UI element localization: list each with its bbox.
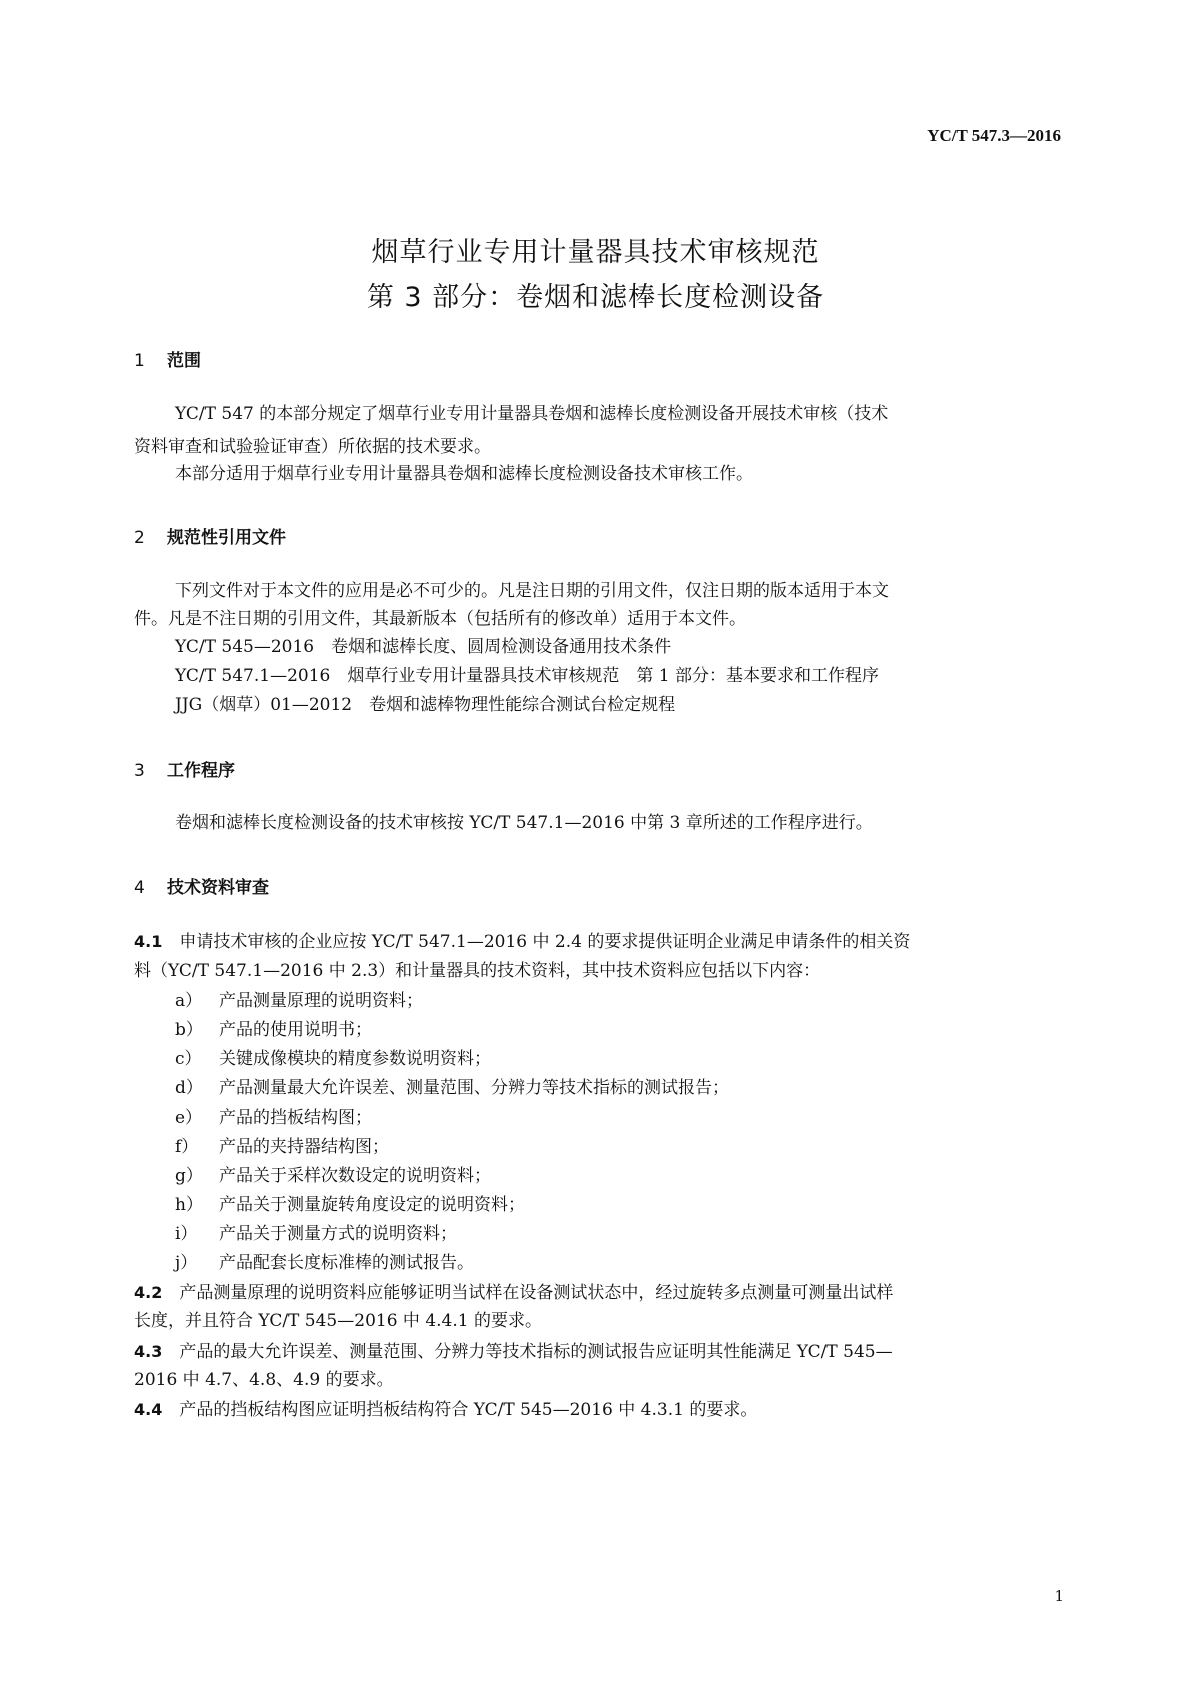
reference-item: YC/T 547.1—2016 烟草行业专用计量器具技术审核规范 第 1 部分：基本要求和工作程序 xyxy=(175,666,879,686)
standard-code: YC/T 547.3—2016 xyxy=(927,126,1061,145)
clause-4-1 xyxy=(134,925,910,959)
paragraph-line: 料（YC/T 547.1—2016 中 2.3）和计量器具的技术资料，其中技术资料应包括以下内容： xyxy=(134,961,821,981)
clause-number: 4.2 xyxy=(134,1283,163,1302)
clause-number: 4.4 xyxy=(134,1400,163,1419)
list-label: c） xyxy=(175,1049,202,1069)
section-number: 2 xyxy=(134,528,145,548)
paragraph-line: 本部分适用于烟草行业专用计量器具卷烟和滤棒长度检测设备技术审核工作。 xyxy=(175,464,753,484)
list-label: d） xyxy=(175,1078,203,1098)
section-title: 范围 xyxy=(167,351,201,371)
list-label: h） xyxy=(175,1195,203,1215)
reference-item: JJG（烟草）01—2012 卷烟和滤棒物理性能综合测试台检定规程 xyxy=(175,695,676,715)
list-text: 关键成像模块的精度参数说明资料； xyxy=(219,1049,491,1069)
list-text: 产品的挡板结构图； xyxy=(219,1108,372,1128)
section-number: 3 xyxy=(134,761,145,781)
list-label: b） xyxy=(175,1020,203,1040)
reference-item: YC/T 545—2016 卷烟和滤棒长度、圆周检测设备通用技术条件 xyxy=(175,637,672,657)
paragraph-line: 资料审查和试验验证审查）所依据的技术要求。 xyxy=(134,437,491,457)
list-text: 产品的夹持器结构图； xyxy=(219,1137,389,1157)
list-text: 产品关于测量旋转角度设定的说明资料； xyxy=(219,1195,525,1215)
list-item xyxy=(175,1072,729,1105)
section-4-heading xyxy=(134,873,269,898)
list-text: 产品的使用说明书； xyxy=(219,1020,372,1040)
paragraph-line: 2016 中 4.7、4.8、4.9 的要求。 xyxy=(134,1370,394,1390)
section-3-heading xyxy=(134,756,235,781)
document-subtitle: 第 3 部分：卷烟和滤棒长度检测设备 xyxy=(366,282,825,313)
list-text: 产品关于测量方式的说明资料； xyxy=(219,1224,457,1244)
clause-text: 申请技术审核的企业应按 YC/T 547.1—2016 中 2.4 的要求提供证明企业满足申请条件的相关资 xyxy=(179,932,911,952)
clause-text: 产品的挡板结构图应证明挡板结构符合 YC/T 545—2016 中 4.3.1 的要求。 xyxy=(179,1400,758,1420)
list-label: e） xyxy=(175,1108,203,1128)
clause-number: 4.3 xyxy=(134,1342,163,1361)
list-text: 产品关于采样次数设定的说明资料； xyxy=(219,1166,491,1186)
section-2-heading xyxy=(134,523,286,548)
section-title: 规范性引用文件 xyxy=(167,528,286,548)
list-label: a） xyxy=(175,991,203,1011)
clause-number: 4.1 xyxy=(134,932,163,951)
list-label: i） xyxy=(175,1224,198,1244)
list-label: j） xyxy=(175,1253,198,1273)
section-number: 1 xyxy=(134,351,145,371)
document-title: 烟草行业专用计量器具技术审核规范 xyxy=(371,237,820,268)
clause-text: 产品测量原理的说明资料应能够证明当试样在设备测试状态中，经过旋转多点测量可测量出试样 xyxy=(179,1283,894,1303)
list-label: f） xyxy=(175,1137,199,1157)
paragraph-line: 下列文件对于本文件的应用是必不可少的。凡是注日期的引用文件，仅注日期的版本适用于本文 xyxy=(175,581,889,601)
paragraph-line: YC/T 547 的本部分规定了烟草行业专用计量器具卷烟和滤棒长度检测设备开展技术审核（技术 xyxy=(175,404,889,424)
section-title: 工作程序 xyxy=(167,761,235,781)
list-text: 产品配套长度标准棒的测试报告。 xyxy=(219,1253,474,1273)
list-label: g） xyxy=(175,1166,203,1186)
list-text: 产品测量原理的说明资料； xyxy=(219,991,423,1011)
section-title: 技术资料审查 xyxy=(167,878,269,898)
clause-text: 产品的最大允许误差、测量范围、分辨力等技术指标的测试报告应证明其性能满足 YC/T 545— xyxy=(179,1342,893,1362)
paragraph-line: 卷烟和滤棒长度检测设备的技术审核按 YC/T 547.1—2016 中第 3 章所述的工作程序进行。 xyxy=(175,813,873,833)
clause-4-4 xyxy=(134,1393,757,1427)
list-text: 产品测量最大允许误差、测量范围、分辨力等技术指标的测试报告； xyxy=(219,1078,729,1098)
section-1-heading xyxy=(134,346,201,371)
paragraph-line: 件。凡是不注日期的引用文件，其最新版本（包括所有的修改单）适用于本文件。 xyxy=(134,609,746,629)
page-number: 1 xyxy=(1054,1587,1064,1605)
paragraph-line: 长度，并且符合 YC/T 545—2016 中 4.4.1 的要求。 xyxy=(134,1311,542,1331)
section-number: 4 xyxy=(134,878,145,898)
